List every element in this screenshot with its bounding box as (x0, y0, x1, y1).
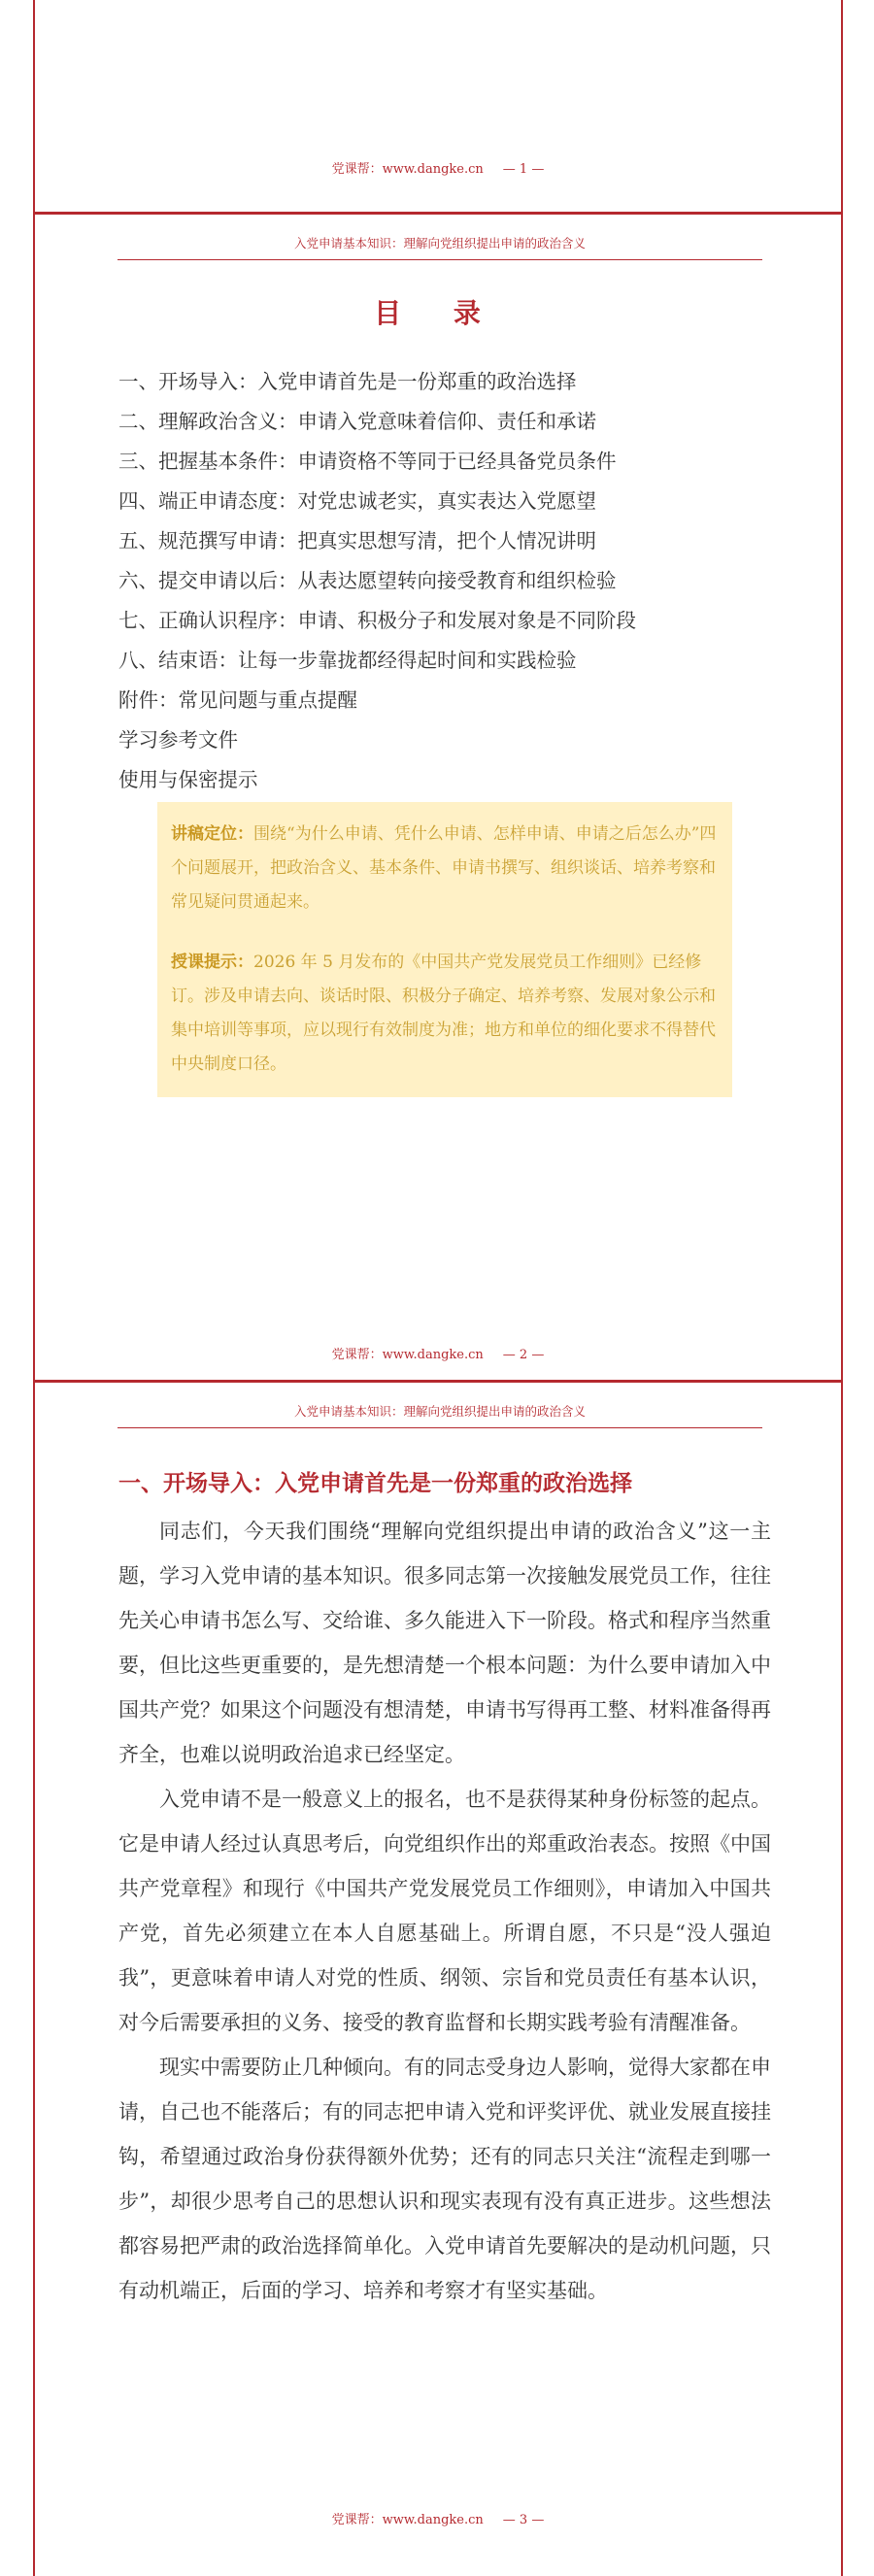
page-footer (35, 158, 841, 177)
footer-site: 党课帮：www.dangke.cn (331, 1348, 484, 1362)
note-text: 围绕“为什么申请、凭什么申请、怎样申请、申请之后怎么办”四个问题展开，把政治含义、基本条件、申请书撰写、组织谈话、培养考察和常见疑问贯通起来。 (171, 824, 717, 912)
note-label: 讲稿定位： (171, 824, 253, 844)
page-2 (33, 215, 843, 1399)
note-text: 2026 年 5 月发布的《中国共产党发展党员工作细则》已经修订。涉及申请去向、谈话时限、积极分子确定、培养考察、发展对象公示和集中培训等事项，应以现行有效制度为准；地方和单位的细化要求不得替代中央制度口径。 (171, 953, 716, 1074)
body-paragraph: 现实中需要防止几种倾向。有的同志受身边人影响，觉得大家都在申请，自己也不能落后；有的同志把申请入党和评奖评优、就业发展直接挂钩，希望通过政治身份获得额外优势；还有的同志只关注“流程走到哪一步”，却很少思考自己的思想认识和现实表现有没有真正进步。这些想法都容易把严肃的政治选择简单化。入党申请首先要解决的是动机问题，只有动机端正，后面的学习、培养和考察才有坚实基础。 (118, 2056, 771, 2302)
page-3 (33, 1383, 843, 2576)
page-footer (35, 2509, 841, 2527)
toc-item[interactable]: 附件：常见问题与重点提醒 (118, 688, 357, 712)
running-header: 入党申请基本知识：理解向党组织提出申请的政治含义 (118, 1402, 762, 1428)
footer-page-number: — 3 — (502, 2513, 545, 2527)
toc-item[interactable]: 三、把握基本条件：申请资格不等同于已经具备党员条件 (118, 450, 617, 473)
toc-item[interactable]: 七、正确认识程序：申请、积极分子和发展对象是不同阶段 (118, 609, 636, 632)
body-paragraph: 入党申请不是一般意义上的报名，也不是获得某种身份标签的起点。它是申请人经过认真思考后，向党组织作出的郑重政治表态。按照《中国共产党章程》和现行《中国共产党发展党员工作细则》，申请加入中国共产党，首先必须建立在本人自愿基础上。所谓自愿，不只是“没人强迫我”，更意味着申请人对党的性质、纲领、宗旨和党员责任有基本认识，对今后需要承担的义务、接受的教育监督和长期实践考验有清醒准备。 (118, 1788, 771, 2034)
toc-item[interactable]: 八、结束语：让每一步靠拢都经得起时间和实践检验 (118, 649, 577, 672)
note-label: 授课提示： (171, 953, 253, 972)
page-1 (33, 0, 843, 213)
section-body (118, 1509, 771, 2313)
note-positioning (171, 818, 719, 920)
toc-item[interactable]: 使用与保密提示 (118, 768, 258, 791)
footer-page-number: — 1 — (502, 162, 545, 177)
section-title: 一、开场导入：入党申请首先是一份郑重的政治选择 (118, 1470, 632, 1496)
body-paragraph: 同志们，今天我们围绕“理解向党组织提出申请的政治含义”这一主题，学习入党申请的基本知识。很多同志第一次接触发展党员工作，往往先关心申请书怎么写、交给谁、多久能进入下一阶段。格式和程序当然重要，但比这些更重要的，是先想清楚一个根本问题：为什么要申请加入中国共产党？如果这个问题没有想清楚，申请书写得再工整、材料准备得再齐全，也难以说明政治追求已经坚定。 (118, 1520, 771, 1766)
running-header: 入党申请基本知识：理解向党组织提出申请的政治含义 (118, 234, 762, 260)
note-tips (171, 946, 719, 1082)
footer-page-number: — 2 — (502, 1348, 545, 1362)
footer-site: 党课帮：www.dangke.cn (331, 2513, 484, 2527)
toc-item[interactable]: 五、规范撰写申请：把真实思想写清，把个人情况讲明 (118, 529, 596, 552)
toc-title: 目 录 (374, 297, 502, 329)
toc-item[interactable]: 六、提交申请以后：从表达愿望转向接受教育和组织检验 (118, 569, 617, 592)
toc-item[interactable]: 四、端正申请态度：对党忠诚老实，真实表达入党愿望 (118, 489, 596, 513)
toc-item[interactable]: 一、开场导入：入党申请首先是一份郑重的政治选择 (118, 370, 577, 393)
toc-item[interactable]: 二、理解政治含义：申请入党意味着信仰、责任和承诺 (118, 410, 596, 433)
page-footer (35, 1344, 841, 1362)
lecture-note-box (157, 802, 732, 1097)
toc-item[interactable]: 学习参考文件 (118, 728, 238, 752)
toc-list (118, 362, 779, 800)
footer-site: 党课帮：www.dangke.cn (331, 162, 484, 177)
